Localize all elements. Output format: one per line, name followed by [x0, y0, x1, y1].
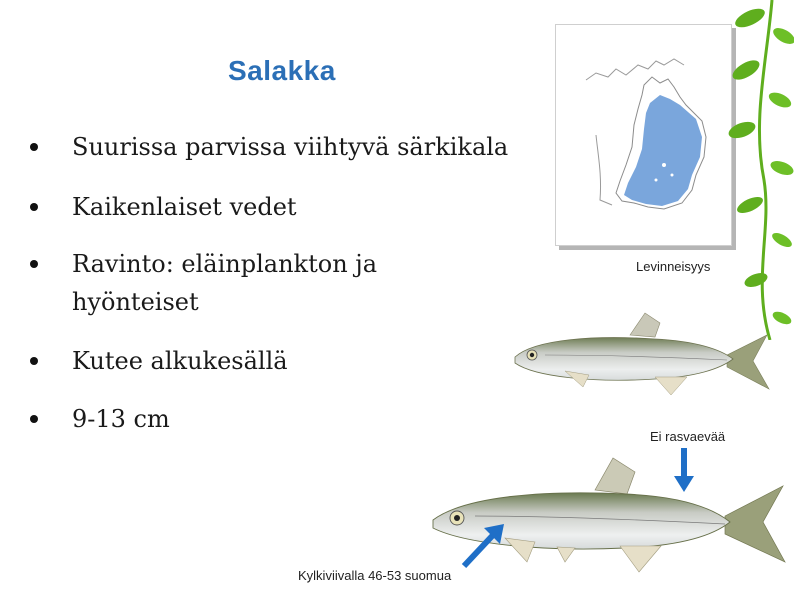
bullet-text: Kutee alkukesällä — [72, 347, 288, 375]
finland-map-image — [556, 25, 731, 245]
arrow-down-icon — [672, 446, 696, 494]
bullet-text: Ravinto: eläinplankton ja hyönteiset — [72, 250, 378, 316]
bullet-dot — [30, 357, 38, 365]
bullet-dot — [30, 415, 38, 423]
arrow-up-right-icon — [458, 520, 508, 570]
map-caption: Levinneisyys — [636, 259, 711, 274]
lateral-line-caption: Kylkiviivalla 46-53 suomua — [298, 568, 452, 583]
bullet-text: 9-13 cm — [72, 405, 170, 433]
bullet-dot — [30, 143, 38, 151]
slide-title: Salakka — [228, 55, 336, 86]
bullet-dot — [30, 260, 38, 268]
bullet-text: Kaikenlaiset vedet — [72, 193, 297, 221]
bullet-text: Suurissa parvissa viihtyvä särkikala — [72, 133, 509, 161]
adipose-fin-caption: Ei rasvaevää — [650, 429, 726, 444]
distribution-map — [555, 24, 732, 246]
vine-decoration-image — [712, 0, 794, 340]
bullet-dot — [30, 203, 38, 211]
